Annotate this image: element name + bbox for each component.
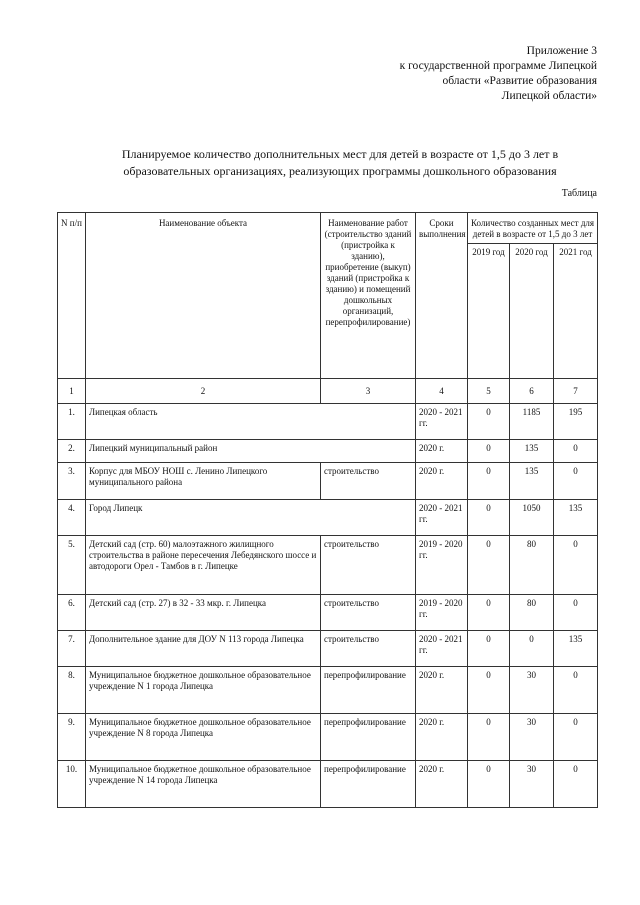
object-name: Липецкий муниципальный район: [86, 440, 416, 463]
object-name: Муниципальное бюджетное дошкольное образовательное учреждение N 1 города Липецка: [86, 667, 321, 714]
row-number: 3.: [58, 463, 86, 500]
header-works: Наименование работ (строительство зданий (пристройка к зданию), приобретение (выкуп) зданий (пристройка к зданию) и помещений дошкольных организаций, перепрофилирование): [321, 213, 416, 379]
value-2020: 80: [510, 536, 554, 595]
appendix-header: [297, 44, 597, 104]
works-cell: строительство: [321, 463, 416, 500]
value-2020: 30: [510, 761, 554, 808]
appendix-line: Приложение 3: [526, 45, 597, 57]
works-cell: строительство: [321, 595, 416, 631]
row-number: 9.: [58, 714, 86, 761]
table-row: [58, 500, 598, 536]
value-2021: 135: [554, 631, 598, 667]
column-number: 1: [58, 379, 86, 404]
terms-cell: 2020 - 2021 гг.: [416, 404, 468, 440]
table-row: [58, 595, 598, 631]
value-2021: 135: [554, 500, 598, 536]
table-row: [58, 536, 598, 595]
terms-cell: 2020 г.: [416, 463, 468, 500]
table-row: [58, 404, 598, 440]
value-2020: 30: [510, 667, 554, 714]
value-2019: 0: [468, 500, 510, 536]
header-num: N п/п: [58, 213, 86, 379]
value-2019: 0: [468, 536, 510, 595]
row-number: 5.: [58, 536, 86, 595]
column-number: 6: [510, 379, 554, 404]
value-2021: 0: [554, 463, 598, 500]
row-number: 10.: [58, 761, 86, 808]
value-2020: 135: [510, 463, 554, 500]
value-2021: 0: [554, 714, 598, 761]
appendix-line: области «Развитие образования: [442, 75, 597, 87]
value-2019: 0: [468, 595, 510, 631]
appendix-line: к государственной программе Липецкой: [399, 60, 597, 72]
table-row: [58, 631, 598, 667]
value-2020: 0: [510, 631, 554, 667]
value-2019: 0: [468, 463, 510, 500]
terms-cell: 2020 г.: [416, 440, 468, 463]
appendix-line: Липецкой области»: [501, 90, 597, 102]
value-2020: 1185: [510, 404, 554, 440]
value-2019: 0: [468, 404, 510, 440]
value-2021: 0: [554, 440, 598, 463]
table-row: [58, 761, 598, 808]
terms-cell: 2020 г.: [416, 761, 468, 808]
value-2019: 0: [468, 440, 510, 463]
value-2021: 0: [554, 667, 598, 714]
column-number: 3: [321, 379, 416, 404]
column-number: 7: [554, 379, 598, 404]
value-2021: 195: [554, 404, 598, 440]
table-row: [58, 714, 598, 761]
terms-cell: 2020 г.: [416, 667, 468, 714]
row-number: 6.: [58, 595, 86, 631]
value-2019: 0: [468, 631, 510, 667]
value-2021: 0: [554, 761, 598, 808]
value-2021: 0: [554, 595, 598, 631]
terms-cell: 2020 г.: [416, 714, 468, 761]
document-title: [60, 146, 620, 180]
row-number: 4.: [58, 500, 86, 536]
table-row: [58, 463, 598, 500]
places-table: [57, 212, 598, 808]
header-name: Наименование объекта: [86, 213, 321, 379]
row-number: 2.: [58, 440, 86, 463]
header-created-places: Количество созданных мест для детей в возрасте от 1,5 до 3 лет: [468, 213, 598, 244]
value-2020: 80: [510, 595, 554, 631]
value-2021: 0: [554, 536, 598, 595]
title-line: Планируемое количество дополнительных мест для детей в возрасте от 1,5 до 3 лет в: [121, 147, 559, 161]
row-number: 1.: [58, 404, 86, 440]
value-2019: 0: [468, 714, 510, 761]
value-2019: 0: [468, 761, 510, 808]
terms-cell: 2020 - 2021 гг.: [416, 631, 468, 667]
object-name: Муниципальное бюджетное дошкольное образовательное учреждение N 14 города Липецка: [86, 761, 321, 808]
value-2020: 1050: [510, 500, 554, 536]
header-year-2019: 2019 год: [468, 244, 510, 379]
header-year-2020: 2020 год: [510, 244, 554, 379]
header-year-2021: 2021 год: [554, 244, 598, 379]
header-terms: Сроки выполнения: [416, 213, 468, 379]
works-cell: строительство: [321, 536, 416, 595]
row-number: 8.: [58, 667, 86, 714]
object-name: Детский сад (стр. 27) в 32 - 33 мкр. г. Липецка: [86, 595, 321, 631]
object-name: Детский сад (стр. 60) малоэтажного жилищного строительства в районе пересечения Лебедянского шоссе и автодороги Орел - Тамбов в г. Липецке: [86, 536, 321, 595]
terms-cell: 2020 - 2021 гг.: [416, 500, 468, 536]
terms-cell: 2019 - 2020 гг.: [416, 595, 468, 631]
object-name: Город Липецк: [86, 500, 416, 536]
column-number: 2: [86, 379, 321, 404]
column-number: 4: [416, 379, 468, 404]
works-cell: перепрофилирование: [321, 761, 416, 808]
title-line: образовательных организациях, реализующих программы дошкольного образования: [123, 164, 557, 178]
table-row: [58, 667, 598, 714]
object-name: Муниципальное бюджетное дошкольное образовательное учреждение N 8 города Липецка: [86, 714, 321, 761]
value-2020: 30: [510, 714, 554, 761]
works-cell: перепрофилирование: [321, 667, 416, 714]
value-2019: 0: [468, 667, 510, 714]
works-cell: строительство: [321, 631, 416, 667]
object-name: Дополнительное здание для ДОУ N 113 города Липецка: [86, 631, 321, 667]
column-number: 5: [468, 379, 510, 404]
table-label: Таблица: [561, 188, 597, 199]
row-number: 7.: [58, 631, 86, 667]
object-name: Липецкая область: [86, 404, 416, 440]
object-name: Корпус для МБОУ НОШ с. Ленино Липецкого муниципального района: [86, 463, 321, 500]
table-row: [58, 440, 598, 463]
value-2020: 135: [510, 440, 554, 463]
terms-cell: 2019 - 2020 гг.: [416, 536, 468, 595]
works-cell: перепрофилирование: [321, 714, 416, 761]
